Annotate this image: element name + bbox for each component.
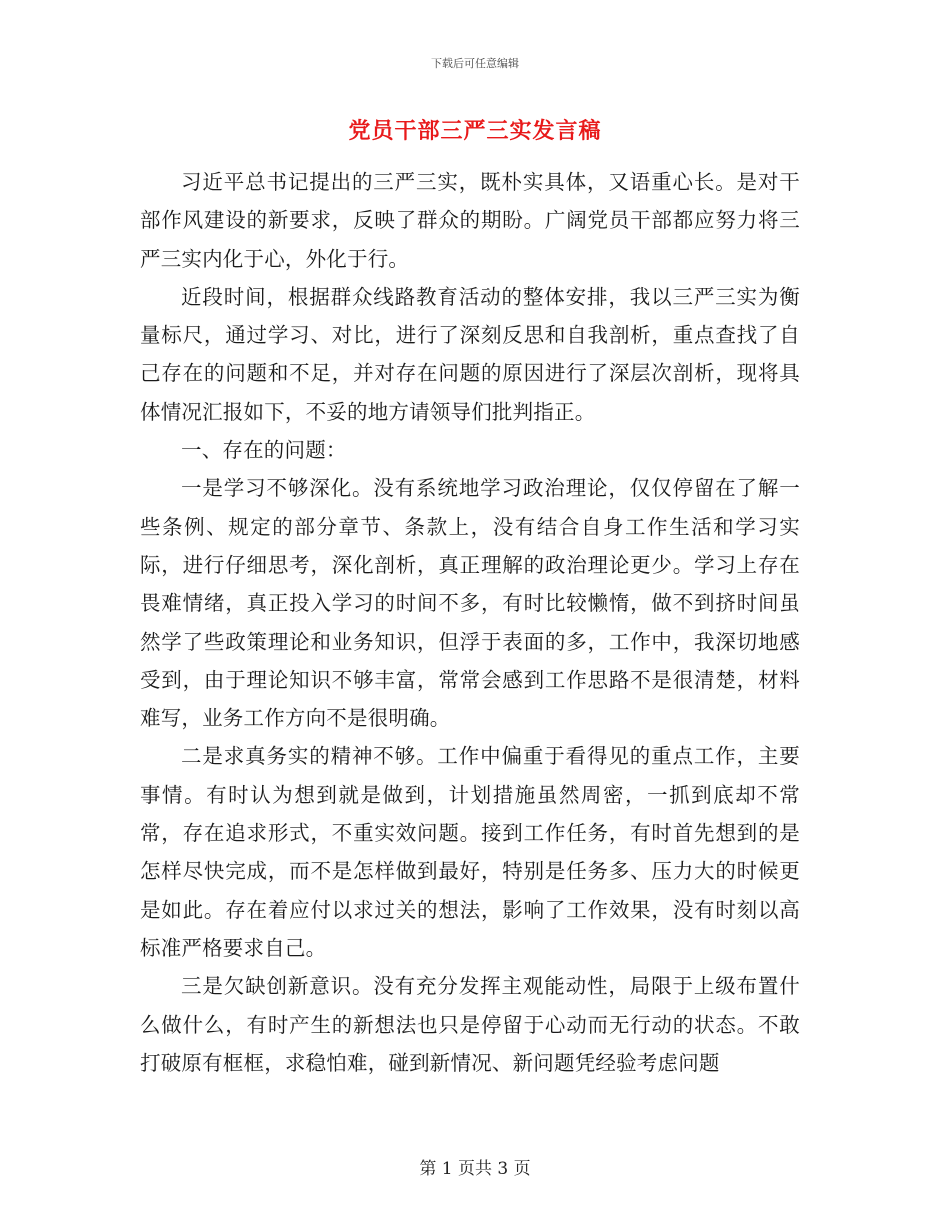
paragraph-background: 近段时间，根据群众线路教育活动的整体安排，我以三严三实为衡量标尺，通过学习、对比，进行了深刻反思和自我剖析，重点查找了自己存在的问题和不足，并对存在问题的原因进行了深层次剖析，现将具体情况汇报如下，不妥的地方请领导们批判指正。 [140, 284, 800, 424]
document-body [140, 163, 800, 1082]
paragraph-intro: 习近平总书记提出的三严三实，既朴实具体，又语重心长。是对干部作风建设的新要求，反映了群众的期盼。广阔党员干部都应努力将三严三实内化于心，外化于行。 [140, 170, 800, 271]
header-note: 下载后可任意编辑 [431, 57, 519, 70]
paragraph-problem-study: 一是学习不够深化。没有系统地学习政治理论，仅仅停留在了解一些条例、规定的部分章节、条款上，没有结合自身工作生活和学习实际，进行仔细思考，深化剖析，真正理解的政治理论更少。学习上存在畏难情绪，真正投入学习的时间不多，有时比较懒惰，做不到挤时间虽然学了些政策理论和业务知识，但浮于表面的多，工作中，我深切地感受到，由于理论知识不够丰富，常常会感到工作思路不是很清楚，材料难写，业务工作方向不是很明确。 [140, 476, 800, 731]
paragraph-problem-pragmatism: 二是求真务实的精神不够。工作中偏重于看得见的重点工作，主要事情。有时认为想到就是做到，计划措施虽然周密，一抓到底却不常常，存在追求形式，不重实效问题。接到工作任务，有时首先想到的是怎样尽快完成，而不是怎样做到最好，特别是任务多、压力大的时候更是如此。存在着应付以求过关的想法，影响了工作效果，没有时刻以高标准严格要求自己。 [140, 744, 800, 960]
paragraph-problem-innovation: 三是欠缺创新意识。没有充分发挥主观能动性，局限于上级布置什么做什么，有时产生的新想法也只是停留于心动而无行动的状态。不敢打破原有框框，求稳怕难，碰到新情况、新问题凭经验考虑问题 [140, 974, 800, 1075]
section-heading-problems: 一、存在的问题： [181, 438, 347, 463]
document-title: 党员干部三严三实发言稿 [348, 118, 602, 144]
page-number-footer: 第 1 页共 3 页 [419, 1159, 531, 1179]
